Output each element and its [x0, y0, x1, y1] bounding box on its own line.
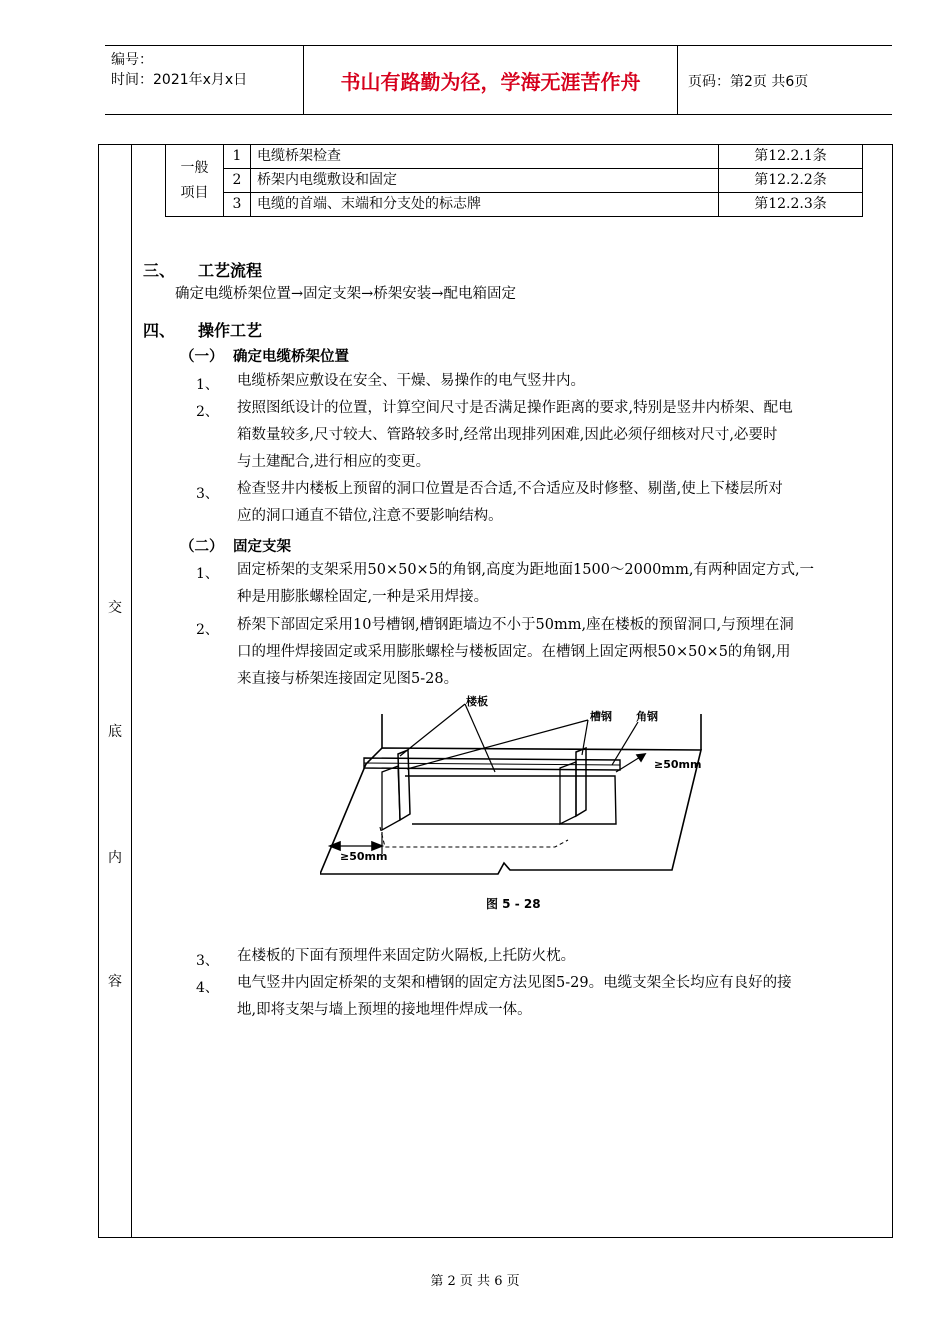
row-number: 2 — [224, 169, 251, 193]
page-footer: 第 2 页 共 6 页 — [430, 1274, 520, 1289]
paragraph-line: 口的埋件焊接固定或采用膨胀螺栓与楼板固定。在槽钢上固定两根50×50×5的角钢,用 — [237, 644, 791, 660]
subsection-title: 固定支架 — [233, 539, 291, 555]
document-number-label: 编号： — [111, 52, 153, 68]
floor-opening — [405, 776, 616, 824]
general-items-table — [165, 144, 863, 217]
item-number: 3、 — [196, 953, 219, 969]
paragraph-line: 电气竖井内固定桥架的支架和槽钢的固定方法见图5-29。电缆支架全长均应有良好的接 — [237, 975, 792, 991]
figure-dimension-right: ≥50mm — [654, 758, 702, 771]
paragraph — [237, 368, 890, 395]
group-label: 一般 — [180, 159, 209, 176]
side-label-char: 底 — [108, 724, 122, 740]
header-page-number: 页码：第2页 共6页 — [688, 74, 809, 90]
paragraph-line: 电缆桥架应敷设在安全、干燥、易操作的电气竖井内。 — [237, 373, 585, 389]
figure-dimension-left: ≥50mm — [340, 850, 388, 863]
side-label-char: 容 — [108, 974, 122, 990]
paragraph-line: 箱数量较多,尺寸较大、管路较多时,经常出现排列困难,因此必须仔细核对尺寸,必要时 — [237, 427, 778, 443]
row-ref: 第12.2.1条 — [719, 145, 863, 169]
paragraph — [237, 612, 890, 693]
leader-line — [612, 722, 638, 765]
figure-label-channel: 槽钢 — [590, 710, 612, 723]
row-item: 电缆的首端、末端和分支处的标志牌 — [251, 193, 719, 217]
subsection-title: 确定电缆桥架位置 — [233, 349, 349, 365]
item-number: 1、 — [196, 377, 219, 393]
side-label-char: 内 — [108, 850, 122, 866]
subsection-number: （一） — [180, 349, 224, 365]
hidden-edge — [380, 827, 568, 847]
paragraph-line: 应的洞口通直不错位,注意不要影响结构。 — [237, 508, 503, 524]
paragraph-line: 种是用膨胀螺栓固定,一种是采用焊接。 — [237, 589, 489, 605]
paragraph-line: 与土建配合,进行相应的变更。 — [237, 454, 431, 470]
angle-steel-right — [576, 748, 586, 816]
figure-caption: 图 5 - 28 — [486, 897, 541, 911]
header-motto: 书山有路勤为径，学海无涯苦作舟 — [340, 70, 641, 94]
page-header — [105, 45, 892, 115]
paragraph-line: 在楼板的下面有预埋件来固定防火隔板,上托防火枕。 — [237, 948, 576, 964]
side-label-char: 交 — [108, 600, 122, 616]
header-divider — [677, 46, 678, 114]
item-number: 4、 — [196, 980, 219, 996]
item-number: 1、 — [196, 566, 219, 582]
dimension-arrow — [330, 842, 340, 850]
subsection-number: （二） — [180, 539, 224, 555]
row-number: 1 — [224, 145, 251, 169]
angle-steel-right-face — [560, 762, 576, 824]
paragraph — [237, 557, 890, 611]
paragraph — [237, 395, 890, 476]
row-ref: 第12.2.2条 — [719, 169, 863, 193]
group-label: 项目 — [180, 184, 209, 201]
figure-label-floor: 楼板 — [466, 695, 488, 708]
section-number: 三、 — [143, 261, 176, 280]
dimension-arrow — [372, 842, 382, 850]
table-row — [166, 145, 863, 169]
leader-line — [407, 720, 588, 769]
row-item: 电缆桥架检查 — [251, 145, 719, 169]
figure-5-28 — [320, 692, 720, 920]
item-number: 2、 — [196, 622, 219, 638]
side-column-divider — [131, 145, 132, 1237]
figure-label-angle: 角钢 — [636, 710, 658, 723]
table-row — [166, 169, 863, 193]
paragraph-line: 桥架下部固定采用10号槽钢,槽钢距墙边不小于50mm,座在楼板的预留洞口,与预埋在洞 — [237, 617, 794, 633]
item-number: 3、 — [196, 486, 219, 502]
process-flow: 确定电缆桥架位置→固定支架→桥架安装→配电箱固定 — [175, 286, 516, 302]
paragraph-line: 检查竖井内楼板上预留的洞口位置是否合适,不合适应及时修整、剔凿,使上下楼层所对 — [237, 481, 783, 497]
paragraph — [237, 970, 890, 1024]
paragraph-line: 固定桥架的支架采用50×50×5的角钢,高度为距地面1500～2000mm,有两种固定方式,一 — [237, 562, 815, 578]
leader-line — [465, 704, 495, 772]
dimension-arrow — [637, 754, 645, 761]
paragraph — [237, 476, 890, 530]
paragraph — [237, 943, 890, 970]
table-row — [166, 193, 863, 217]
paragraph-line: 来直接与桥架连接固定见图5-28。 — [237, 671, 459, 687]
section-number: 四、 — [143, 321, 176, 340]
paragraph-line: 按照图纸设计的位置，计算空间尺寸是否满足操作距离的要求,特别是竖井内桥架、配电 — [237, 400, 793, 416]
row-number: 3 — [224, 193, 251, 217]
row-ref: 第12.2.3条 — [719, 193, 863, 217]
row-item: 桥架内电缆敷设和固定 — [251, 169, 719, 193]
header-meta — [105, 46, 303, 114]
item-number: 2、 — [196, 404, 219, 420]
group-label-cell — [166, 145, 224, 217]
angle-steel-left-face — [382, 766, 400, 830]
paragraph-line: 地,即将支架与墙上预埋的接地埋件焊成一体。 — [237, 1002, 532, 1018]
section-title: 工艺流程 — [198, 261, 263, 280]
document-time-label: 时间：2021年x月x日 — [111, 72, 248, 88]
section-title: 操作工艺 — [198, 321, 263, 340]
